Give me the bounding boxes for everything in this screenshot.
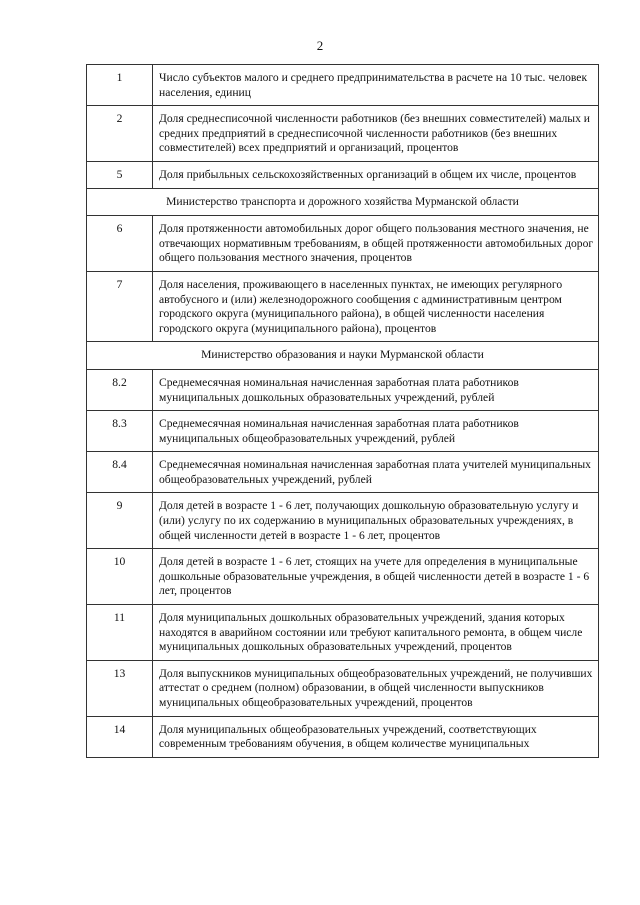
indicators-table <box>86 64 599 758</box>
row-description: Доля протяженности автомобильных дорог общего пользования местного значения, не отвечающих нормативным требованиям, в общей протяженности автомобильных дорог общего пользования местного значения, процентов <box>153 216 599 272</box>
table-row <box>87 493 599 549</box>
row-number: 13 <box>87 660 153 716</box>
row-number: 10 <box>87 549 153 605</box>
table-row <box>87 161 599 188</box>
row-number: 2 <box>87 106 153 162</box>
table-row <box>87 271 599 341</box>
row-number: 9 <box>87 493 153 549</box>
row-description: Число субъектов малого и среднего предпринимательства в расчете на 10 тыс. человек населения, единиц <box>153 65 599 106</box>
section-title: Министерство транспорта и дорожного хозяйства Мурманской области <box>87 188 599 216</box>
row-number: 11 <box>87 605 153 661</box>
row-number: 6 <box>87 216 153 272</box>
table-row <box>87 411 599 452</box>
table-row <box>87 716 599 757</box>
page-number: 2 <box>316 38 324 53</box>
table-row <box>87 106 599 162</box>
table-row <box>87 452 599 493</box>
section-header-row <box>87 188 599 216</box>
table-row <box>87 605 599 661</box>
row-number: 7 <box>87 271 153 341</box>
row-description: Среднемесячная номинальная начисленная заработная плата учителей муниципальных общеобразовательных учреждений, рублей <box>153 452 599 493</box>
section-header-row <box>87 342 599 370</box>
row-description: Доля детей в возрасте 1 - 6 лет, получающих дошкольную образовательную услугу и (или) услугу по их содержанию в муниципальных образовательных учреждениях, в общей численности детей в возрасте 1 - 6 лет, процентов <box>153 493 599 549</box>
table-row <box>87 216 599 272</box>
section-title: Министерство образования и науки Мурманской области <box>87 342 599 370</box>
row-description: Доля населения, проживающего в населенных пунктах, не имеющих регулярного автобусного и (или) железнодорожного сообщения с административным центром городского округа (муниципального района), в общей численности населения городского округа (муниципального района), процентов <box>153 271 599 341</box>
row-description: Доля прибыльных сельскохозяйственных организаций в общем их числе, процентов <box>153 161 599 188</box>
table-row <box>87 65 599 106</box>
row-number: 8.3 <box>87 411 153 452</box>
row-description: Среднемесячная номинальная начисленная заработная плата работников муниципальных дошкольных образовательных учреждений, рублей <box>153 369 599 410</box>
row-number: 5 <box>87 161 153 188</box>
row-number: 1 <box>87 65 153 106</box>
row-number: 8.2 <box>87 369 153 410</box>
row-description: Доля детей в возрасте 1 - 6 лет, стоящих на учете для определения в муниципальные дошкольные образовательные учреждения, в общей численности детей в возрасте 1 - 6 лет, процентов <box>153 549 599 605</box>
table-row <box>87 660 599 716</box>
row-number: 8.4 <box>87 452 153 493</box>
row-description: Доля выпускников муниципальных общеобразовательных учреждений, не получивших аттестат о среднем (полном) образовании, в общей численности выпускников муниципальных общеобразовательных учреждений, процентов <box>153 660 599 716</box>
row-description: Доля муниципальных общеобразовательных учреждений, соответствующих современным требованиям обучения, в общем количестве муниципальных <box>153 716 599 757</box>
row-number: 14 <box>87 716 153 757</box>
row-description: Среднемесячная номинальная начисленная заработная плата работников муниципальных общеобразовательных учреждений, рублей <box>153 411 599 452</box>
row-description: Доля среднесписочной численности работников (без внешних совместителей) малых и средних предприятий в среднесписочной численности работников (без внешних совместителей) всех предприятий и организаций, процентов <box>153 106 599 162</box>
row-description: Доля муниципальных дошкольных образовательных учреждений, здания которых находятся в аварийном состоянии или требуют капитального ремонта, в общем числе муниципальных дошкольных образовательных учреждений, процентов <box>153 605 599 661</box>
table-row <box>87 549 599 605</box>
table-row <box>87 369 599 410</box>
